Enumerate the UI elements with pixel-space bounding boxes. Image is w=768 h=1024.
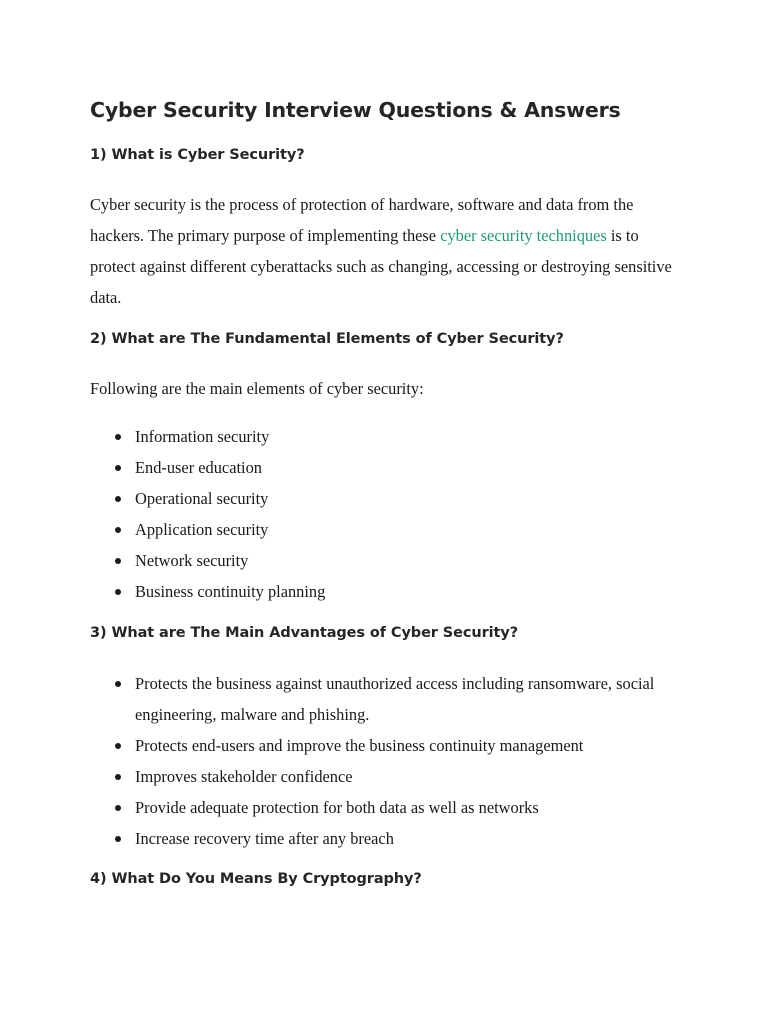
page-title: Cyber Security Interview Questions & Answers [90, 98, 621, 122]
question-4-heading: 4) What Do You Means By Cryptography? [90, 871, 422, 887]
list-item: End-user education [90, 452, 680, 483]
elements-list [90, 421, 680, 607]
question-2-intro: Following are the main elements of cyber security: [90, 379, 424, 398]
question-1-answer [90, 189, 685, 313]
answer-text-after-link: is to protect against different cyberattacks such as changing, accessing or destroying sensitive data. [90, 226, 672, 307]
list-item: Improves stakeholder confidence [90, 761, 680, 792]
list-item: Business continuity planning [90, 576, 680, 607]
answer-text-before-link: Cyber security is the process of protection of hardware, software and data from the hackers. The primary purpose of implementing these [90, 195, 634, 245]
list-item: Protects end-users and improve the business continuity management [90, 730, 680, 761]
list-item: Operational security [90, 483, 680, 514]
question-1-heading: 1) What is Cyber Security? [90, 147, 305, 163]
advantages-list [90, 668, 680, 854]
list-item: Provide adequate protection for both data as well as networks [90, 792, 680, 823]
question-3-heading: 3) What are The Main Advantages of Cyber Security? [90, 625, 519, 641]
list-item: Application security [90, 514, 680, 545]
list-item: Protects the business against unauthorized access including ransomware, social engineering, malware and phishing. [90, 668, 680, 730]
list-item: Information security [90, 421, 680, 452]
question-2-heading: 2) What are The Fundamental Elements of Cyber Security? [90, 331, 564, 347]
list-item: Network security [90, 545, 680, 576]
cyber-security-techniques-link[interactable]: cyber security techniques [440, 226, 607, 245]
list-item: Increase recovery time after any breach [90, 823, 680, 854]
